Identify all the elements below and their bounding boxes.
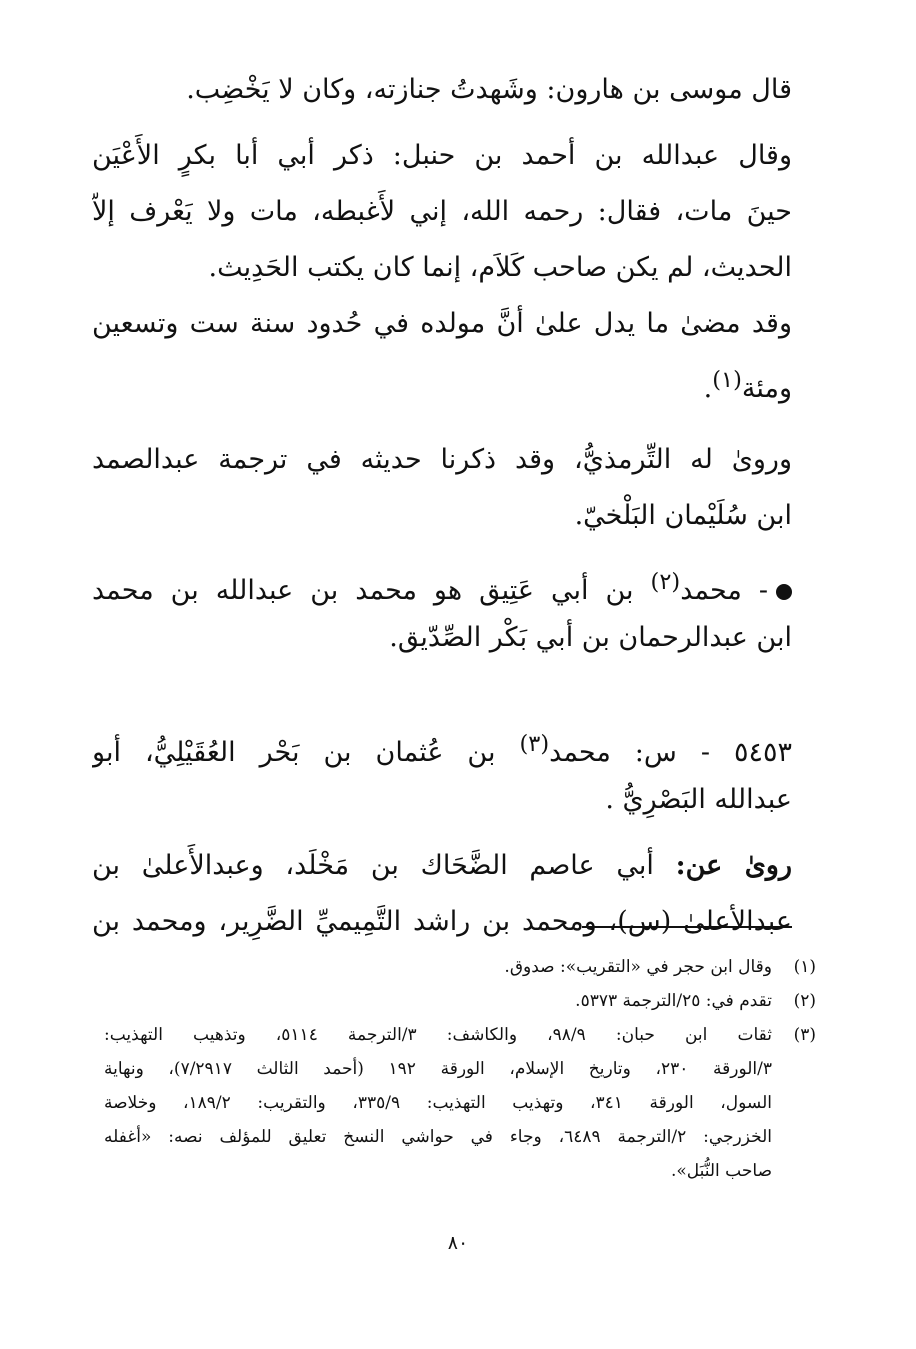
main-text bbox=[92, 62, 792, 950]
bullet-icon bbox=[776, 584, 792, 600]
footnote bbox=[104, 984, 816, 1018]
text-line: عبدالله البَصْرِيُّ . bbox=[605, 784, 792, 815]
entry-heading-line bbox=[92, 716, 792, 772]
text-line: ابن عبدالرحمان بن أبي بَكْر الصِّدّيق. bbox=[389, 622, 792, 653]
text-line: وروىٰ له التِّرمذيُّ، وقد ذكرنا حديثه في ترجمة عبدالصمد bbox=[92, 444, 792, 475]
footnote-line: ٣/الورقة ٢٣٠، وتاريخ الإسلام، الورقة ١٩٢ (أحمد الثالث ٧/٢٩١٧)، ونهاية bbox=[104, 1059, 772, 1079]
text-line: حينَ مات، فقال: رحمه الله، إني لأَغبطه، مات ولا يَعْرف إلاّ bbox=[92, 196, 792, 227]
page-number: ٨٠ bbox=[447, 1232, 469, 1254]
text-line bbox=[92, 352, 792, 408]
text-segment: بن أبي عَتِيق هو محمد بن عبدالله بن محمد bbox=[92, 575, 634, 606]
footnote bbox=[104, 1018, 816, 1188]
footnote-line: الخزرجي: ٢/الترجمة ٦٤٨٩، وجاء في حواشي النسخ تعليق للمؤلف نصه: «أغفله bbox=[104, 1127, 772, 1147]
text-line bbox=[92, 838, 792, 894]
entry-number: ٥٤٥٣ bbox=[733, 737, 792, 768]
footnote-number: (٣) bbox=[793, 1025, 816, 1045]
text-line: وقال عبدالله بن أحمد بن حنبل: ذكر أبي أبا بكرٍ الأَعْيَن bbox=[92, 140, 792, 171]
footnote bbox=[104, 950, 816, 984]
footnote-marker: (٣) bbox=[519, 731, 550, 757]
footnote-line: وقال ابن حجر في «التقريب»: صدوق. bbox=[504, 957, 772, 977]
text-segment: بن عُثمان بن بَحْر العُقَيْلِيُّ، أبو bbox=[92, 737, 496, 768]
text-line: الحديث، لم يكن صاحب كَلاَم، إنما كان يكتب الحَدِيث. bbox=[208, 252, 792, 283]
text-segment: أبي عاصم الضَّحَاك بن مَخْلَد، وعبدالأَعلىٰ بن bbox=[92, 850, 654, 881]
text-segment: ومئة bbox=[741, 373, 792, 404]
text-segment: - س: محمد bbox=[549, 737, 710, 768]
footnote-number: (١) bbox=[793, 957, 816, 977]
text-line: عبدالأعلىٰ (س)، ومحمد بن راشد التَّمِيميِّ الضَّرِير، ومحمد بن bbox=[92, 906, 792, 937]
footnote-line: السول، الورقة ٣٤١، وتهذيب التهذيب: ٣٣٥/٩، والتقريب: ١٨٩/٢، وخلاصة bbox=[104, 1093, 772, 1113]
text-line bbox=[92, 554, 792, 610]
footnote-line: ثقات ابن حبان: ٩٨/٩، والكاشف: ٣/الترجمة ٥١١٤، وتذهيب التهذيب: bbox=[104, 1025, 772, 1045]
footnote-line: صاحب النُّبَل». bbox=[670, 1161, 772, 1181]
footnote-line: تقدم في: ٢٥/الترجمة ٥٣٧٣. bbox=[575, 991, 772, 1011]
text-line: ابن سُلَيْمان البَلْخيّ. bbox=[574, 500, 792, 531]
footnote-marker: (٢) bbox=[650, 569, 681, 595]
text-line: وقد مضىٰ ما يدل علىٰ أنَّ مولده في حُدود سنة ست وتسعين bbox=[92, 308, 792, 339]
text-segment: . bbox=[703, 373, 713, 404]
footnote-marker: (١) bbox=[712, 367, 742, 393]
text-line: قال موسى بن هارون: وشَهدتُ جنازته، وكان لا يَخْضِب. bbox=[186, 74, 792, 105]
footnote-number: (٢) bbox=[793, 991, 816, 1011]
riwaya-label: روىٰ عن: bbox=[675, 850, 792, 881]
footnotes bbox=[104, 950, 816, 1188]
footnote-separator bbox=[582, 926, 792, 928]
text-segment: - محمد bbox=[680, 575, 768, 606]
